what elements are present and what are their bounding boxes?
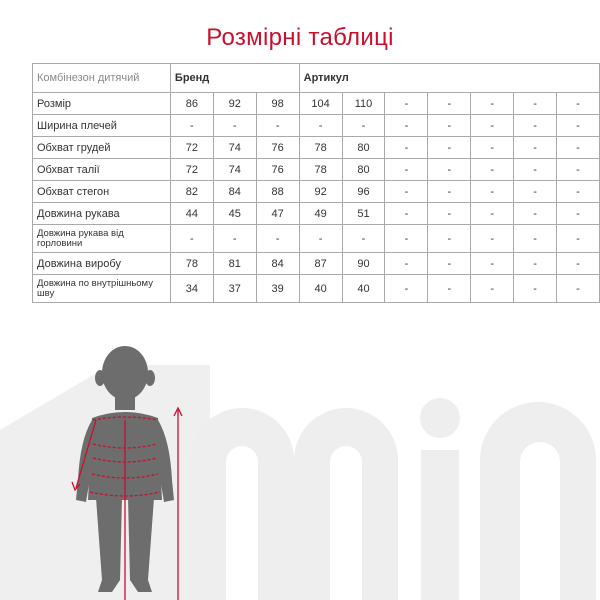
table-cell: 37: [213, 275, 256, 303]
table-cell: -: [514, 275, 557, 303]
table-cell: 72: [170, 137, 213, 159]
table-cell: -: [514, 159, 557, 181]
table-cell: -: [557, 115, 600, 137]
table-cell: 40: [342, 275, 385, 303]
table-cell: -: [385, 275, 428, 303]
table-cell: -: [256, 225, 299, 253]
table-cell: -: [471, 93, 514, 115]
row-label: Розмір: [33, 93, 171, 115]
table-cell: -: [471, 115, 514, 137]
table-cell: -: [557, 93, 600, 115]
table-cell: 78: [170, 253, 213, 275]
row-label: Довжина по внутрішньому шву: [33, 275, 171, 303]
table-cell: -: [385, 159, 428, 181]
row-label: Обхват грудей: [33, 137, 171, 159]
table-cell: -: [428, 253, 471, 275]
row-label: Ширина плечей: [33, 115, 171, 137]
table-cell: -: [299, 115, 342, 137]
table-cell: -: [428, 137, 471, 159]
page-title: Розмірні таблиці: [206, 24, 394, 51]
table-cell: -: [170, 225, 213, 253]
table-cell: -: [385, 115, 428, 137]
table-row: [33, 93, 600, 115]
table-cell: 84: [213, 181, 256, 203]
table-cell: 88: [256, 181, 299, 203]
table-cell: -: [514, 225, 557, 253]
table-cell: -: [557, 137, 600, 159]
table-cell: -: [557, 159, 600, 181]
table-cell: 84: [256, 253, 299, 275]
table-row: [33, 275, 600, 303]
table-cell: -: [428, 115, 471, 137]
table-cell: 98: [256, 93, 299, 115]
table-cell: -: [256, 115, 299, 137]
table-cell: -: [385, 253, 428, 275]
table-cell: -: [428, 159, 471, 181]
table-cell: 34: [170, 275, 213, 303]
article-header: Артикул: [299, 64, 599, 93]
table-cell: -: [342, 225, 385, 253]
table-cell: -: [385, 137, 428, 159]
table-cell: 74: [213, 159, 256, 181]
row-label: Обхват стегон: [33, 181, 171, 203]
table-cell: 45: [213, 203, 256, 225]
table-cell: -: [428, 225, 471, 253]
table-cell: -: [514, 253, 557, 275]
table-cell: -: [428, 181, 471, 203]
table-cell: 104: [299, 93, 342, 115]
table-cell: 78: [299, 159, 342, 181]
illustration: [0, 300, 600, 600]
table-row: [33, 203, 600, 225]
table-cell: 80: [342, 137, 385, 159]
table-cell: 47: [256, 203, 299, 225]
table-cell: 78: [299, 137, 342, 159]
table-cell: -: [170, 115, 213, 137]
category-header: Комбінезон дитячий: [33, 64, 171, 93]
table-cell: 81: [213, 253, 256, 275]
table-cell: -: [213, 225, 256, 253]
table-cell: -: [471, 225, 514, 253]
table-cell: -: [471, 253, 514, 275]
row-label: Довжина рукава від горловини: [33, 225, 171, 253]
row-label: Обхват талії: [33, 159, 171, 181]
table-cell: -: [471, 275, 514, 303]
table-cell: 92: [299, 181, 342, 203]
table-cell: -: [514, 181, 557, 203]
table-cell: -: [557, 203, 600, 225]
table-cell: 51: [342, 203, 385, 225]
table-cell: -: [514, 203, 557, 225]
table-cell: 86: [170, 93, 213, 115]
table-cell: 49: [299, 203, 342, 225]
table-cell: -: [557, 225, 600, 253]
table-row: [33, 137, 600, 159]
table-cell: 76: [256, 137, 299, 159]
table-cell: -: [428, 93, 471, 115]
table-header-row: [33, 64, 600, 93]
size-table: [32, 63, 600, 303]
table-cell: 76: [256, 159, 299, 181]
table-cell: 82: [170, 181, 213, 203]
table-cell: 110: [342, 93, 385, 115]
table-cell: -: [428, 203, 471, 225]
table-row: [33, 115, 600, 137]
row-label: Довжина рукава: [33, 203, 171, 225]
table-cell: -: [471, 203, 514, 225]
brand-header: Бренд: [170, 64, 299, 93]
table-cell: 74: [213, 137, 256, 159]
row-label: Довжина виробу: [33, 253, 171, 275]
table-cell: 96: [342, 181, 385, 203]
table-cell: 39: [256, 275, 299, 303]
table-row: [33, 181, 600, 203]
table-cell: 87: [299, 253, 342, 275]
table-cell: -: [385, 181, 428, 203]
table-cell: -: [557, 253, 600, 275]
table-cell: -: [514, 137, 557, 159]
table-cell: -: [213, 115, 256, 137]
table-cell: -: [471, 137, 514, 159]
table-cell: -: [385, 225, 428, 253]
table-cell: -: [514, 115, 557, 137]
table-cell: -: [471, 181, 514, 203]
table-row: [33, 159, 600, 181]
table-cell: 92: [213, 93, 256, 115]
table-cell: -: [557, 275, 600, 303]
table-cell: 72: [170, 159, 213, 181]
table-cell: -: [299, 225, 342, 253]
table-cell: -: [471, 159, 514, 181]
table-cell: 90: [342, 253, 385, 275]
table-cell: -: [428, 275, 471, 303]
table-row: [33, 253, 600, 275]
table-cell: -: [342, 115, 385, 137]
table-cell: -: [514, 93, 557, 115]
table-row: [33, 225, 600, 253]
table-cell: -: [557, 181, 600, 203]
brand-logo: [190, 398, 596, 600]
table-cell: 40: [299, 275, 342, 303]
table-cell: 44: [170, 203, 213, 225]
table-cell: -: [385, 203, 428, 225]
table-cell: 80: [342, 159, 385, 181]
table-cell: -: [385, 93, 428, 115]
